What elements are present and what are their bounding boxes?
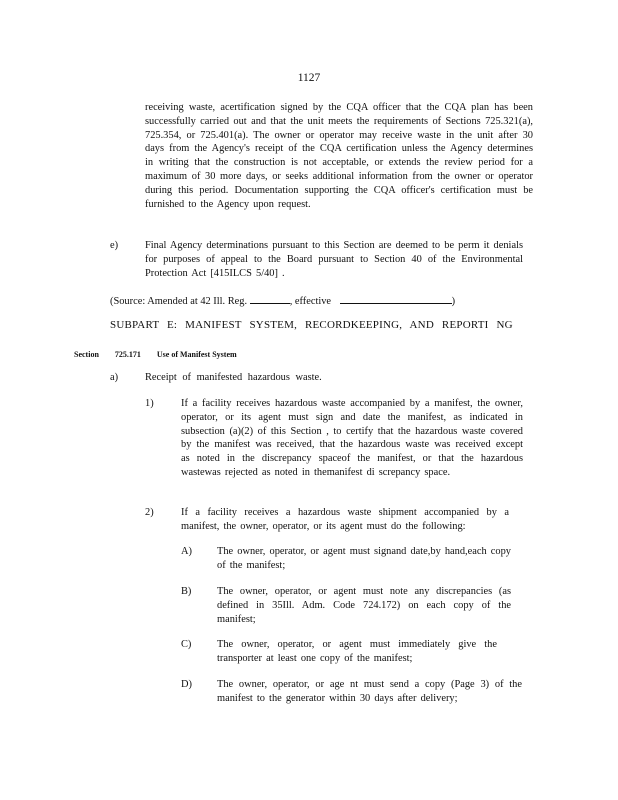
page-number: 1127 xyxy=(297,72,321,84)
subitem-b-text: The owner, operator, or agent must note any discrepancies (as defined in 35Ill. Adm. Code 724.172) on each copy of the manifest; xyxy=(217,586,511,625)
source-note-prefix: (Source: Amended at 42 Ill. Reg. xyxy=(110,296,248,307)
section-word: Section xyxy=(74,350,99,359)
item-1-label: 1) xyxy=(145,398,154,409)
section-number: 725.171 xyxy=(114,350,141,359)
source-note-suffix: ) xyxy=(451,296,456,307)
register-page-blank xyxy=(250,293,290,304)
subpart-heading: SUBPART E: MANIFEST SYSTEM, RECORDKEEPING, AND REPORTI NG xyxy=(110,319,513,331)
subsection-a-label: a) xyxy=(110,372,119,383)
item-2-text: If a facility receives a hazardous waste shipment accompanied by a manifest, the owner, operator, or its agent must do the following: xyxy=(181,507,509,532)
source-note xyxy=(110,293,530,309)
subitem-c-label: C) xyxy=(181,639,192,650)
subitem-d-text: The owner, operator, or age nt must send a copy (Page 3) of the manifest to the generator within 30 days after delivery; xyxy=(217,679,522,704)
subitem-c-text: The owner, operator, or agent must immediately give the transporter at least one copy of the manifest; xyxy=(217,639,497,664)
subitem-b-label: B) xyxy=(181,586,192,597)
subsection-e-label: e) xyxy=(110,240,119,251)
section-heading xyxy=(74,348,251,362)
source-note-separator: , effective xyxy=(289,296,332,307)
item-2-label: 2) xyxy=(145,507,154,518)
item-1-text: If a facility receives hazardous waste accompanied by a manifest, the owner, operator, or its agent must sign and date the manifest, as indicated in subsection (a)(2) of this Section , to certify that the hazardous waste covered by the manifest was received, that the hazardous waste was received except as noted in the discrepancy spaceof the manifest, or that the hazardous wastewas rejected as noted in themanifest di screpancy space. xyxy=(181,398,523,478)
section-title: Use of Manifest System xyxy=(156,350,237,359)
effective-date-blank xyxy=(340,293,452,304)
subsection-a-text: Receipt of manifested hazardous waste. xyxy=(145,372,322,383)
subitem-a-text: The owner, operator, or agent must signand date,by hand,each copy of the manifest; xyxy=(217,546,511,571)
continued-paragraph: receiving waste, acertification signed by the CQA officer that the CQA plan has been successfully carried out and that the unit meets the requirements of Sections 725.321(a), 725.354, or 725.401(a). The owner or operator may receive waste in the unit after 30 days from the Agency's receipt of the CQA certification unless the Agency determines in writing that the construction is not acceptable, or extends the review period for a maximum of 30 more days, or seeks additional information from the owner or operator during this period. Documentation supporting the CQA officer's certification must be furnished to the Agency upon request. xyxy=(145,102,533,210)
subitem-a-label: A) xyxy=(181,546,192,557)
subsection-e-text: Final Agency determinations pursuant to this Section are deemed to be perm it denials for purposes of appeal to the Board pursuant to Section 40 of the Environmental Protection Act [415ILCS 5/40] . xyxy=(145,240,523,279)
subitem-d-label: D) xyxy=(181,679,192,690)
